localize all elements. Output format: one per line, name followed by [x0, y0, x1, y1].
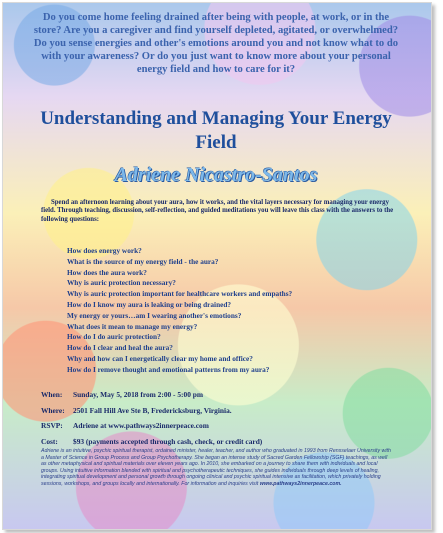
question-item: How do I do auric protection? — [67, 332, 161, 342]
when-value: Sunday, May 5, 2018 from 2:00 - 5:00 pm — [73, 390, 204, 399]
when-label: When: — [41, 390, 63, 399]
question-item: How does energy work? — [67, 246, 142, 255]
where-label: Where: — [41, 405, 65, 415]
rsvp-label: RSVP: — [41, 421, 63, 430]
when-row — [41, 387, 401, 403]
bio-text: Adriene is an intuitive, psychic spiritual therapist, ordained minister, healer, teacher, and author who graduated in 1993 from Rensselaer University with a Master of Science in Group Process and Group Psychotherapy. She began an intense study of Sacred Garden Fellowship (SGF) teachings, as well as other metaphysical and spiritual materials over eleven years ago. In 2010, she embarked on a journey to share them with individuals and local groups. Using intuitive information blended with spiritual and psychotherapeutic techniques, she guides individuals through deep levels of healing, integrating spiritual development and personal growth through ongoing clinical and psychic spiritual intensive as facilitation, which privately holding sessions, workshops, and groups locally and internationally. For information and inquiries visit — [41, 448, 391, 487]
question-item: What does it mean to manage my energy? — [67, 321, 198, 331]
cost-label: Cost: — [41, 436, 58, 446]
author-name: Adriene Nicastro-Santos — [114, 164, 318, 186]
question-item: Why is auric protection necessary? — [67, 278, 176, 288]
question-item: Why and how can I energetically clear my home and office? — [67, 353, 253, 363]
question-item: How do I know my aura is leaking or being drained? — [67, 299, 232, 309]
where-row — [41, 403, 401, 419]
questions-list — [67, 246, 397, 376]
page-title: Understanding and Managing Your Energy Field — [40, 108, 392, 153]
rsvp-value[interactable]: Adriene at www.pathways2innerpeace.com — [73, 421, 209, 430]
cost-row — [41, 434, 401, 450]
cost-value: $93 (payments accepted through cash, check, or credit card) — [73, 436, 263, 446]
author-bio — [41, 448, 393, 487]
website-link[interactable]: www.pathways2innerpeace.com. — [259, 480, 342, 487]
question-item: How do I remove thought and emotional patterns from my aura? — [67, 364, 270, 374]
where-value: 2501 Fall Hill Ave Ste B, Fredericksburg, Virginia. — [73, 405, 232, 415]
question-item: Why is auric protection important for healthcare workers and empaths? — [67, 289, 293, 299]
class-description: Spend an afternoon learning about your aura, how it works, and the vital layers necessary for managing your energy field. Through teaching, discussion, self-reflection, and guided meditations you will leave this class with the answers to the following questions: — [41, 199, 394, 223]
flyer — [2, 2, 432, 530]
intro-paragraph: Do you come home feeling drained after being with people, at work, or in the store? Are you a caregiver and find yourself depleted, agitated, or overwhelmed? Do you sense energies and other's emotions around you and not know what to do with your awareness? Or do you just want to know more about your personal energy field and how to care for it? — [33, 12, 399, 75]
rsvp-row — [41, 418, 401, 434]
event-details — [41, 387, 401, 449]
question-item: How does the aura work? — [67, 267, 147, 277]
question-item: How do I clear and heal the aura? — [67, 343, 173, 353]
question-item: My energy or yours…am I wearing another's emotions? — [67, 310, 242, 320]
question-item: What is the source of my energy field - the aura? — [67, 256, 219, 266]
